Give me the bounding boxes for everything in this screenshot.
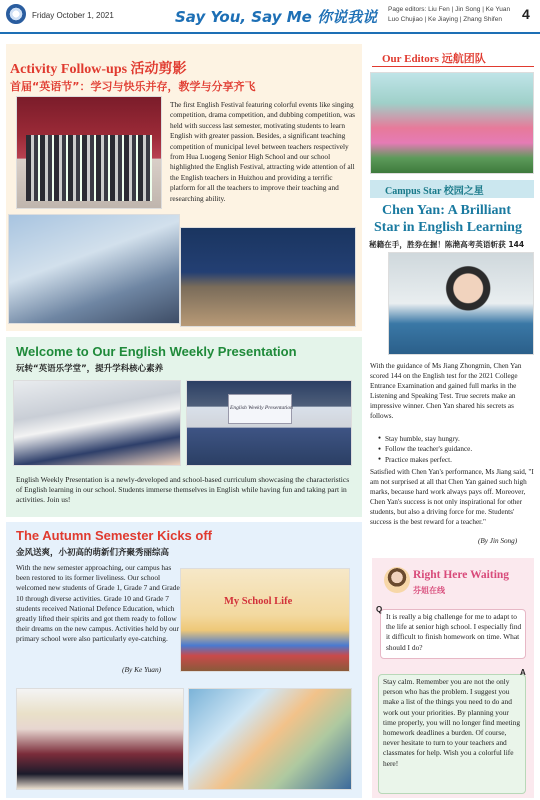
campus-star-paragraph-1: With the guidance of Ms Jiang Zhongmin, Chen Yan scored 144 on the English test for the 2021 College Entrance Examination and gained full marks in the Listening and Speaking Test. True secrets make an impressive winner. Chen Yan shared his secrets as follows. <box>370 362 522 420</box>
stage-banner-text: My School Life <box>224 596 293 607</box>
campus-star-title: Campus Star 校园之星 <box>385 186 484 197</box>
drama-competition-photo <box>180 227 356 327</box>
activity-subtitle: 首届“英语节”：学习与快乐并存，教学与分享齐飞 <box>10 80 256 93</box>
list-item: ● Follow the teacher's guidance. <box>378 444 534 454</box>
activity-body: The first English Festival featuring colorful events like singing competition, drama competition, and dubbing competition, was held with success last semester, motivating students to learn English with greater passion. Besides, a significant teaching competition of municipal level between teachers respectively from Hua Luogeng Senior High School and our school highlighted the English Festival, attracting wide attention of all the English teachers in Huizhou and providing a terrific platform for all the teachers to improve their teaching and researching ability. <box>170 100 356 203</box>
weekly-subtitle: 玩转“英语乐学堂”，提升学科核心素养 <box>16 364 164 374</box>
answer-label: A <box>520 668 526 677</box>
secrets-list <box>378 434 534 465</box>
activity-title: Activity Follow-ups 活动剪影 <box>10 62 187 77</box>
chen-yan-portrait <box>388 252 534 355</box>
autumn-body: With the new semester approaching, our campus has been restored to its former liveliness. Our school welcomed new students of Grade 1, Grade 7 and Grade 10 through diverse activities. Grade 10 and Grade 7 students received National Defence Education, which greatly lifted their spirits and got them ready to follow their dreams on the new campus. Activities held by our primary school were also particularly eye-catching. <box>16 563 180 644</box>
primary-students-photo <box>16 688 184 790</box>
campus-star-paragraph-2: Satisfied with Chen Yan's performance, Ms Jiang said, "I am not surprised at all that Chen Yan gained such high marks, because hard work always pays off. Moreover, Chen Yan's success is not only inspirational for other students, but also a driving force for me. Students' success is the best reward for a teacher." <box>370 468 534 526</box>
editors-divider <box>372 66 534 67</box>
school-logo <box>6 4 26 24</box>
columnist-avatar <box>384 567 410 593</box>
autumn-title: The Autumn Semester Kicks off <box>16 528 213 543</box>
editors-title: Our Editors 远航团队 <box>382 53 486 65</box>
festival-performance-photo <box>8 214 180 324</box>
campus-star-subtitle: 秘籍在手，胜券在握！陈滟高考英语斩获 144 <box>369 240 525 249</box>
issue-date: Friday October 1, 2021 <box>32 11 114 20</box>
weekly-title: Welcome to Our English Weekly Presentation <box>16 344 297 359</box>
page-editors-line-2: Luo Chujiao | Ke Jiaying | Zhang Shifen <box>388 16 502 23</box>
campus-star-headline-line-1: Chen Yan: A Brilliant <box>382 203 512 218</box>
list-item: ● Stay humble, stay hungry. <box>378 434 534 444</box>
weekly-body: English Weekly Presentation is a newly-developed and school-based curriculum showcasing the characteristics of English learning in our school. Students immerse themselves in English while having fun and taking part in activities. Join us! <box>16 475 350 505</box>
question-text: It is really a big challenge for me to adapt to the life at senior high school. I especially find it difficult to finish homework on time. What should I do? <box>386 612 522 652</box>
list-item: ● Practice makes perfect. <box>378 455 534 465</box>
campus-star-headline-line-2: Star in English Learning <box>374 220 522 235</box>
page-number: 4 <box>522 6 530 22</box>
question-label: Q <box>376 605 383 614</box>
classroom-activities-collage <box>188 688 352 790</box>
presentation-board-text: English Weekly Presentation <box>230 405 293 411</box>
masthead: Say You, Say Me 你说我说 <box>175 8 378 26</box>
advice-subtitle: 芬姐在线 <box>413 586 445 595</box>
page-editors-line-1: Page editors: Liu Fen | Jin Song | Ke Yuan <box>388 6 511 13</box>
editors-group-photo <box>370 72 534 174</box>
my-school-life-stage-photo <box>180 568 350 672</box>
autumn-byline: (By Ke Yuan) <box>122 665 162 674</box>
students-presentation-photo <box>13 380 181 466</box>
autumn-subtitle: 金风送爽，小初高的萌新们齐聚秀丽综高 <box>16 548 170 558</box>
teachers-group-figures <box>26 135 152 201</box>
answer-text: Stay calm. Remember you are not the only person who has the problem. I suggest you make a list of the things you need to do and work out your priorities. By planning your time properly, you will no longer find meeting homework deadlines a burden. Of course, never hesitate to turn to your teachers and classmates for help. Wish you a colorful life here! <box>383 677 521 768</box>
advice-title: Right Here Waiting <box>413 569 510 581</box>
campus-star-byline: (By Jin Song) <box>478 537 518 545</box>
